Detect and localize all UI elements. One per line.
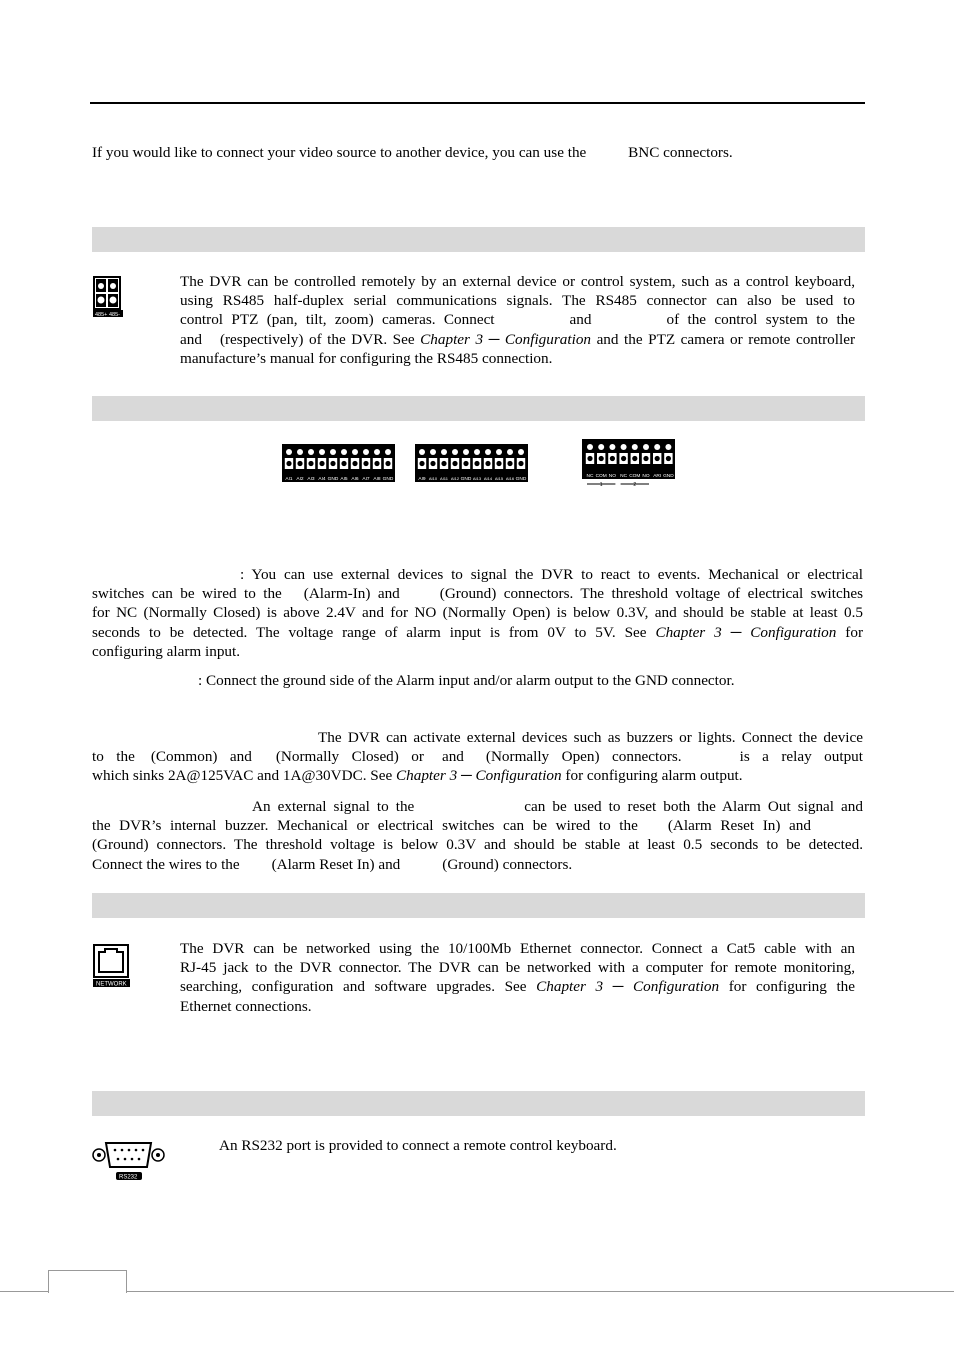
page-number-tab: [48, 1270, 127, 1293]
rs485-line-1: The DVR can be controlled remotely by an external device or control system, such as a control keyboard,: [180, 273, 855, 290]
alarm-in-2-label: GND: [515, 477, 527, 482]
network-line-2: RJ-45 jack to the DVR connector. The DVR can be networked with a computer for remote monitoring,: [180, 959, 855, 977]
alarm-in-2-screw: [419, 449, 425, 455]
gnd-text: : Connect the ground side of the Alarm input and/or alarm output to the GND connector.: [198, 672, 735, 689]
alarm-reset-line-3: (Ground) connectors. The threshold voltage is below 0.3V and should be stable at least 0.5 seconds to be detected.: [92, 836, 863, 854]
network-line-1: The DVR can be networked using the 10/100Mb Ethernet connector. Connect a Cat5 cable with an: [180, 940, 855, 957]
alarm-in-1-label: AI7: [362, 477, 370, 482]
alarm-in-1-label: AI8: [373, 477, 381, 482]
alarm-in-2-label: AI16: [505, 476, 515, 481]
alarm-in-1-screw: [363, 449, 369, 455]
rs232-paragraph: [219, 1136, 859, 1155]
alarm-out-screw: [598, 444, 604, 450]
network-paragraph: [180, 939, 855, 1016]
alarm-out-label: GND: [663, 474, 674, 479]
alarm-in-2-label: AI12: [450, 476, 460, 481]
alarm-in-2-label: AI15: [494, 476, 504, 481]
rs485-connector-icon: [93, 276, 123, 323]
alarm-in-1-screw: [341, 449, 347, 455]
alarm-in-1-label: AI3: [307, 477, 315, 482]
alarm-reset-paragraph: [92, 797, 863, 874]
alarm-reset-line-2: the DVR’s internal buzzer. Mechanical or electrical switches can be wired to the (Alarm Reset In) and: [92, 817, 811, 835]
alarm-out-screw: [609, 444, 615, 450]
alarm-in-1-label: AI6: [351, 477, 359, 482]
alarm-in-paragraph: [92, 565, 863, 661]
alarm-out-paragraph: [92, 728, 863, 786]
alarm-in-1-screw: [297, 449, 303, 455]
alarm-in-1-label: AI2: [296, 477, 304, 482]
alarm-in-1-screw: [385, 449, 391, 455]
alarm-out-label: COM: [629, 474, 641, 479]
network-port-icon: [93, 944, 131, 993]
intro-text: If you would like to connect your video source to another device, you can use the BNC connectors.: [92, 144, 733, 161]
alarm-in-1-screw: [308, 449, 314, 455]
alarm-out-label: COM: [595, 474, 607, 479]
alarm-in-line-1: : You can use external devices to signal the DVR to react to events. Mechanical or electrical: [240, 566, 863, 583]
gnd-paragraph: [198, 671, 858, 690]
rs485-line-5: manufacture’s manual for configuring the RS485 connection.: [180, 349, 553, 367]
alarm-out-screw: [632, 444, 638, 450]
alarm-in-line-3: for NC (Normally Closed) is above 2.4V and for NO (Normally Open) is below 0.3V, and should be stable at least 0.5: [92, 604, 863, 622]
rs485-plus-label: 485+: [95, 312, 108, 318]
alarm-in-1-label: GND: [327, 477, 339, 482]
intro-paragraph: [92, 143, 872, 162]
alarm-out-screw: [643, 444, 649, 450]
alarm-in-line-2: switches can be wired to the (Alarm-In) and (Ground) connectors. The threshold voltage of electrical switches: [92, 585, 863, 603]
alarm-out-label: NO: [608, 474, 617, 479]
alarm-in-1-screw: [286, 449, 292, 455]
alarm-out-screw: [587, 444, 593, 450]
alarm-in-1-label: AI5: [340, 477, 348, 482]
alarm-in-1-screw: [319, 449, 325, 455]
alarm-in-1-label: AI4: [318, 477, 326, 482]
section-bar-alarm: [92, 396, 865, 421]
alarm-in-2-screw: [518, 449, 524, 455]
alarm-in-2-screw: [441, 449, 447, 455]
rs485-line-2: using RS485 half-duplex serial communications signals. The RS485 connector can also be used to: [180, 292, 855, 310]
alarm-out-label: ARI: [653, 474, 662, 479]
rs485-minus-label: 485-: [109, 312, 121, 318]
network-line-3: searching, configuration and software upgrades. See Chapter 3 ─ Configuration for configuring the: [180, 978, 856, 996]
alarm-out-screw: [665, 444, 671, 450]
rs232-text: An RS232 port is provided to connect a remote control keyboard.: [219, 1137, 617, 1154]
alarm-out-label: NO: [642, 474, 650, 479]
header-rule: [90, 102, 865, 104]
network-line-4: Ethernet connections.: [180, 997, 312, 1015]
alarm-in-line-5: configuring alarm input.: [92, 642, 241, 660]
rs232-label: RS232: [119, 1174, 138, 1181]
alarm-reset-line-4: Connect the wires to the (Alarm Reset In) and (Ground) connectors.: [92, 855, 573, 873]
alarm-in-block-2-icon: [414, 443, 530, 490]
alarm-in-2-screw: [485, 449, 491, 455]
alarm-in-2-label: GND: [460, 477, 472, 482]
rs485-line-4: and (respectively) of the DVR. See Chapter 3 ─ Configuration and the PTZ camera or remote controller: [180, 330, 856, 348]
alarm-out-line-1: The DVR can activate external devices such as buzzers or lights. Connect the device: [318, 729, 863, 746]
alarm-out-group-label: 1: [599, 482, 603, 488]
network-label: NETWORK: [96, 981, 127, 988]
alarm-out-screw: [621, 444, 627, 450]
rs485-line-3: control PTZ (pan, tilt, zoom) cameras. Connect and of the control system to the: [180, 311, 855, 329]
alarm-in-2-screw: [452, 449, 458, 455]
section-bar-network: [92, 893, 865, 918]
alarm-in-1-screw: [374, 449, 380, 455]
alarm-in-1-screw: [330, 449, 336, 455]
alarm-in-2-screw: [507, 449, 513, 455]
alarm-in-1-screw: [352, 449, 358, 455]
rs232-port-icon: [92, 1139, 166, 1188]
rs485-paragraph: [180, 272, 855, 368]
alarm-out-label: NC: [586, 474, 594, 479]
alarm-out-line-2: to the (Common) and (Normally Closed) or and (Normally Open) connectors. is a relay output: [92, 748, 863, 766]
alarm-out-block-icon: [581, 438, 677, 493]
alarm-out-label: NC: [620, 474, 628, 479]
section-bar-rs232: [92, 1091, 865, 1116]
alarm-in-2-label: AI13: [472, 476, 482, 481]
alarm-in-2-label: AI11: [440, 476, 448, 481]
alarm-out-group-label: 2: [633, 482, 637, 488]
alarm-in-block-1-icon: [281, 443, 397, 490]
alarm-in-2-label: AI9: [418, 477, 426, 482]
alarm-in-2-screw: [496, 449, 502, 455]
section-bar-rs485: [92, 227, 865, 252]
alarm-in-line-4: seconds to be detected. The voltage range of alarm input is from 0V to 5V. See Chapter 3 ─ Configuration for: [92, 623, 864, 641]
alarm-in-1-label: AI1: [285, 477, 293, 482]
alarm-out-line-3: which sinks 2A@125VAC and 1A@30VDC. See Chapter 3 ─ Configuration for configuring alarm output.: [92, 767, 743, 785]
alarm-in-2-screw: [430, 449, 436, 455]
alarm-in-2-label: AI10: [428, 476, 438, 481]
alarm-in-2-label: AI14: [483, 476, 493, 481]
alarm-in-2-screw: [474, 449, 480, 455]
alarm-out-screw: [654, 444, 660, 450]
alarm-reset-line-1: An external signal to the can be used to reset both the Alarm Out signal and: [252, 798, 863, 815]
alarm-in-2-screw: [463, 449, 469, 455]
footer-rule: [0, 1291, 954, 1292]
alarm-in-1-label: GND: [382, 477, 394, 482]
